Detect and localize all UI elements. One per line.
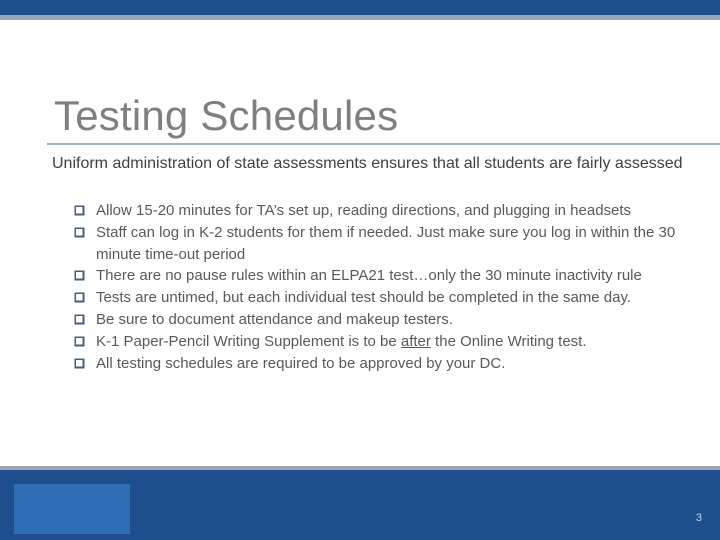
slide-subtitle: Uniform administration of state assessments ensures that all students are fairly assessed — [52, 155, 683, 172]
bullet-text: There are no pause rules within an ELPA21 test…only the 30 minute inactivity rule — [96, 267, 642, 285]
header-accent-stripe — [0, 15, 720, 20]
bullet-item — [70, 265, 690, 287]
checkbox-square-icon — [74, 205, 85, 216]
checkbox-square-icon — [74, 358, 85, 369]
checkbox-square-icon — [74, 227, 85, 238]
checkbox-square-icon — [74, 314, 85, 325]
bullet-emphasis: after — [400, 332, 431, 350]
bullet-item — [70, 200, 690, 222]
title-divider — [47, 143, 720, 145]
checkbox-square-icon — [74, 336, 85, 347]
bullet-text-before: K-1 Paper-Pencil Writing Supplement is to be — [96, 332, 401, 350]
bullet-text: Allow 15-20 minutes for TA’s set up, reading directions, and plugging in headsets — [96, 202, 632, 219]
bullet-item — [70, 331, 690, 353]
checkbox-square-icon — [74, 292, 85, 303]
bullet-list — [70, 200, 690, 374]
bullet-text: Tests are untimed, but each individual test should be completed in the same day. — [96, 289, 632, 307]
checkbox-square-icon — [74, 270, 85, 281]
footer-accent-stripe — [0, 466, 720, 470]
bullet-item — [70, 222, 690, 266]
bullet-item — [70, 287, 690, 309]
bullet-text-after: the Online Writing test. — [430, 332, 587, 350]
header-bar — [0, 0, 720, 15]
page-number: 3 — [695, 512, 702, 524]
bullet-text: Staff can log in K-2 students for them if needed. Just make sure you log in within the 30 minute time-out period — [96, 223, 676, 263]
footer-logo-box — [14, 484, 130, 534]
slide-title: Testing Schedules — [54, 92, 399, 139]
bullet-text: Be sure to document attendance and makeup testers. — [96, 310, 453, 328]
bullet-text: All testing schedules are required to be approved by your DC. — [96, 354, 506, 372]
bullet-item — [70, 309, 690, 331]
bullet-item — [70, 353, 690, 375]
